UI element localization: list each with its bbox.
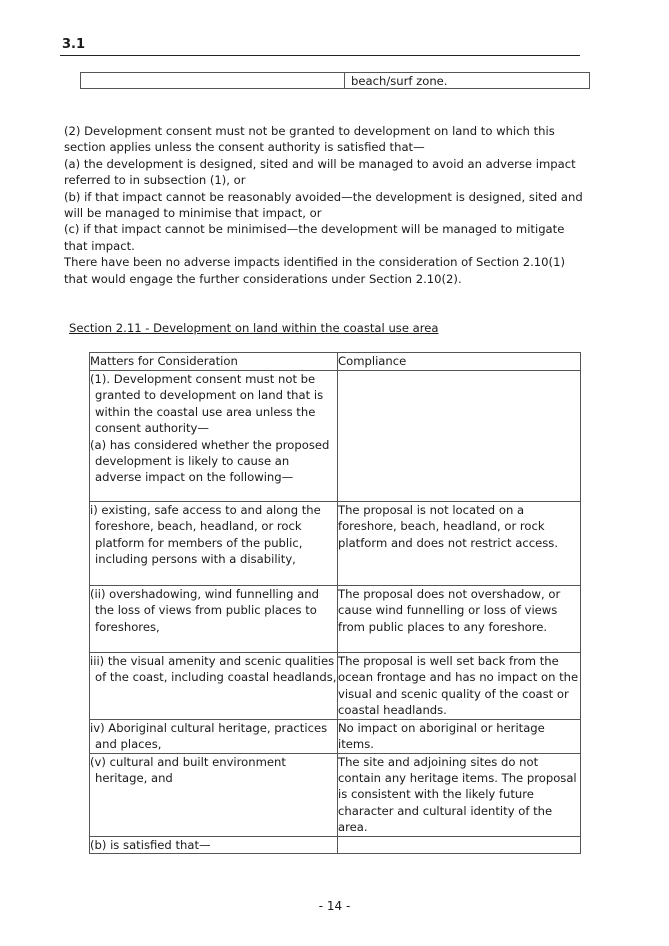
compliance-cell: The proposal does not overshadow, or cause wind funnelling or loss of views from public places to any foreshore. xyxy=(338,586,581,653)
matter-text: iii) the visual amenity and scenic qualities of the coast, including coastal headlands, xyxy=(90,654,337,685)
matter-cell xyxy=(90,586,338,653)
body-paragraph: (2) Development consent must not be granted to development on land to which this section applies unless the consent authority is satisfied that— xyxy=(64,124,555,155)
compliance-cell xyxy=(338,371,581,502)
compliance-cell: The proposal is well set back from the ocean frontage and has no impact on the visual and scenic quality of the coast or coastal headlands. xyxy=(338,653,581,720)
matter-text: (ii) overshadowing, wind funnelling and the loss of views from public places to foreshores, xyxy=(90,587,319,634)
continued-table-left-cell xyxy=(81,73,345,88)
section-heading: Section 2.11 - Development on land within the coastal use area xyxy=(69,321,439,335)
matter-text: (1). Development consent must not be granted to development on land that is within the coastal use area unless the consent authority— xyxy=(90,372,324,436)
matter-cell xyxy=(90,653,338,720)
matters-table xyxy=(89,352,581,854)
compliance-cell: The site and adjoining sites do not contain any heritage items. The proposal is consistent with the likely future character and cultural identity of the area. xyxy=(338,753,581,836)
matter-cell xyxy=(90,836,338,853)
header-compliance: Compliance xyxy=(338,353,581,371)
table-row xyxy=(90,586,581,653)
body-paragraph: (b) if that impact cannot be reasonably avoided—the development is designed, sited and will be managed to minimise that impact, or xyxy=(64,189,583,221)
body-paragraph: There have been no adverse impacts identified in the consideration of Section 2.10(1) that would engage the further considerations under Section 2.10(2). xyxy=(64,255,565,286)
matter-text: i) existing, safe access to and along the foreshore, beach, headland, or rock platform for members of the public, including persons with a disability, xyxy=(90,503,321,567)
table-header-row xyxy=(90,353,581,371)
matter-cell xyxy=(90,371,338,502)
matter-cell xyxy=(90,502,338,586)
table-row xyxy=(90,719,581,753)
matter-cell xyxy=(90,719,338,753)
section-number: 3.1 xyxy=(62,37,86,52)
table-row xyxy=(90,753,581,836)
compliance-cell xyxy=(338,836,581,853)
body-paragraph: (c) if that impact cannot be minimised—the development will be managed to mitigate that impact. xyxy=(64,222,565,253)
matter-text: (b) is satisfied that— xyxy=(90,837,211,852)
page-number: - 14 - xyxy=(318,899,351,913)
matter-text: iv) Aboriginal cultural heritage, practices and places, xyxy=(90,720,328,752)
table-row xyxy=(90,836,581,853)
continued-table xyxy=(80,72,590,89)
header-matters: Matters for Consideration xyxy=(90,353,338,371)
table-row xyxy=(90,502,581,586)
table-row xyxy=(90,653,581,720)
matter-text: (v) cultural and built environment heritage, and xyxy=(90,754,286,786)
header-rule xyxy=(60,55,580,56)
continued-table-right-cell: beach/surf zone. xyxy=(351,74,448,88)
body-paragraph: (a) the development is designed, sited and will be managed to avoid an adverse impact referred to in subsection (1), or xyxy=(64,156,576,188)
compliance-cell: The proposal is not located on a foreshore, beach, headland, or rock platform and does not restrict access. xyxy=(338,502,581,586)
matter-text: (a) has considered whether the proposed development is likely to cause an adverse impact on the following— xyxy=(90,437,330,485)
compliance-cell: No impact on aboriginal or heritage items. xyxy=(338,719,581,753)
body-text xyxy=(64,123,589,287)
matter-cell xyxy=(90,753,338,836)
table-row xyxy=(90,371,581,502)
